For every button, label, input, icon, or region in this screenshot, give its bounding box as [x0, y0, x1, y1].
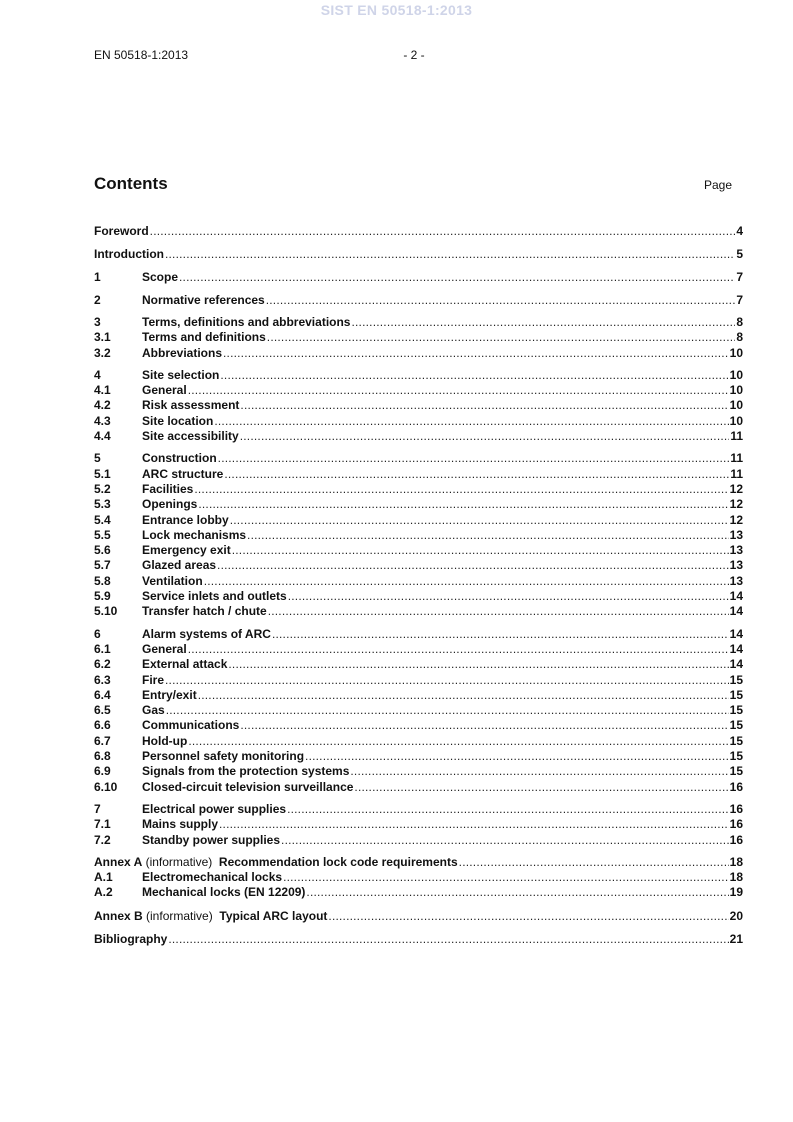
toc-page: 14: [729, 641, 743, 656]
toc-number: 5.2: [94, 481, 111, 496]
toc-entry-7[interactable]: [94, 802, 743, 817]
toc-number: 5.5: [94, 527, 111, 542]
toc-page: 16: [729, 832, 743, 847]
toc-page: 15: [729, 764, 743, 779]
toc-label: Electromechanical locks: [142, 870, 283, 885]
header-page-number: - 2 -: [403, 48, 425, 62]
toc-page: 18: [729, 870, 743, 885]
toc-number: 5: [94, 451, 101, 466]
toc-entry-5-4[interactable]: [94, 513, 743, 528]
toc-entry-a-1[interactable]: [94, 870, 743, 885]
toc-entry-4-1[interactable]: [94, 383, 743, 398]
toc-entry-7-1[interactable]: [94, 817, 743, 832]
toc-page: 5: [736, 247, 743, 261]
toc-number: 6.4: [94, 687, 111, 702]
toc-number: 3.1: [94, 330, 111, 345]
toc-label: Fire: [142, 672, 165, 687]
toc-page: 10: [729, 383, 743, 398]
toc-number: 4: [94, 367, 101, 382]
toc-page: 8: [736, 330, 743, 345]
toc-page: 10: [729, 345, 743, 360]
annex-prefix: Annex B: [94, 908, 143, 923]
toc-number: 3.2: [94, 345, 111, 360]
toc-label: Mechanical locks (EN 12209): [142, 885, 306, 900]
toc-number: 4.2: [94, 398, 111, 413]
toc-entry-2[interactable]: [94, 292, 743, 308]
toc-page: 13: [729, 558, 743, 573]
toc-label: Facilities: [142, 481, 194, 496]
annex-prefix: Annex A: [94, 854, 143, 869]
toc-number: 6.7: [94, 733, 111, 748]
toc-label: Lock mechanisms: [142, 527, 247, 542]
toc-number: 5.9: [94, 589, 111, 604]
annex-title: Recommendation lock code requirements: [218, 854, 458, 869]
toc-entry-6-5[interactable]: [94, 703, 743, 718]
toc-label: Transfer hatch / chute: [142, 604, 267, 619]
toc-page: 15: [729, 687, 743, 702]
toc-number: 6.9: [94, 764, 111, 779]
toc-entry-annex-a[interactable]: [94, 855, 743, 870]
toc-label: Scope: [142, 270, 179, 284]
toc-entry-3-1[interactable]: [94, 330, 743, 345]
toc-page: 18: [729, 854, 743, 869]
toc-entry-6-1[interactable]: [94, 642, 743, 657]
toc-page: 10: [729, 367, 743, 382]
toc-number: 6.3: [94, 672, 111, 687]
toc-number: 5.6: [94, 543, 111, 558]
toc-entry-4-2[interactable]: [94, 398, 743, 413]
toc-label: Glazed areas: [142, 558, 217, 573]
toc-number: 5.4: [94, 512, 111, 527]
toc-page: 14: [729, 589, 743, 604]
toc-label: Closed-circuit television surveillance: [142, 779, 354, 794]
toc-number: 6.6: [94, 718, 111, 733]
table-of-contents: [94, 223, 743, 954]
toc-entry-6-10[interactable]: [94, 780, 743, 795]
toc-page: 16: [729, 801, 743, 816]
toc-label: Site selection: [142, 367, 220, 382]
toc-entry-foreword[interactable]: [94, 223, 743, 239]
toc-page: 16: [729, 779, 743, 794]
toc-number: 2: [94, 293, 101, 307]
watermark: SIST EN 50518-1:2013: [320, 2, 473, 18]
toc-label: External attack: [142, 657, 228, 672]
toc-page: 13: [729, 573, 743, 588]
toc-page: 15: [729, 733, 743, 748]
toc-entry-7-2[interactable]: [94, 833, 743, 848]
toc-entry-4-3[interactable]: [94, 414, 743, 429]
toc-label: Terms and definitions: [142, 330, 266, 345]
toc-label: Entrance lobby: [142, 512, 229, 527]
toc-entry-5-5[interactable]: [94, 528, 743, 543]
toc-label: Emergency exit: [142, 543, 231, 558]
toc-page: 14: [729, 604, 743, 619]
toc-entry-6[interactable]: [94, 627, 743, 642]
toc-label: General: [142, 641, 187, 656]
toc-entry-1[interactable]: [94, 269, 743, 285]
toc-number: 5.10: [94, 604, 118, 619]
toc-label: ARC structure: [142, 466, 224, 481]
toc-entry-5-6[interactable]: [94, 543, 743, 558]
toc-page: 15: [729, 703, 743, 718]
toc-page: 12: [729, 512, 743, 527]
toc-entry-5-9[interactable]: [94, 589, 743, 604]
annex-qualifier: (informative): [142, 854, 219, 869]
toc-label: Signals from the protection systems: [142, 764, 350, 779]
toc-label: Site location: [142, 413, 214, 428]
toc-number: 5.3: [94, 497, 111, 512]
toc-number: 4.3: [94, 413, 111, 428]
toc-number: 6.1: [94, 641, 111, 656]
toc-number: 3: [94, 315, 101, 329]
toc-page: 11: [730, 429, 743, 444]
toc-label: Site accessibility: [142, 429, 239, 444]
toc-entry-5-2[interactable]: [94, 482, 743, 497]
toc-label: Alarm systems of ARC: [142, 626, 271, 641]
toc-number: 6: [94, 626, 101, 641]
toc-label: Openings: [142, 497, 198, 512]
toc-page: 16: [729, 817, 743, 832]
annex-qualifier: (informative): [142, 908, 220, 923]
toc-label: Hold-up: [142, 733, 188, 748]
toc-entry-annex-b[interactable]: [94, 908, 743, 924]
toc-label: Ventilation: [142, 573, 203, 588]
toc-label: Bibliography: [94, 931, 168, 946]
toc-label: Gas: [142, 703, 165, 718]
toc-entry-4-4[interactable]: [94, 429, 743, 444]
toc-label: Introduction: [94, 247, 164, 261]
toc-page: 14: [729, 626, 743, 641]
toc-label: Mains supply: [142, 817, 219, 832]
toc-page: 15: [729, 718, 743, 733]
toc-page: 11: [730, 466, 743, 481]
toc-entry-6-3[interactable]: [94, 673, 743, 688]
toc-label: Abbreviations: [142, 345, 223, 360]
toc-entry-6-4[interactable]: [94, 688, 743, 703]
toc-entry-6-9[interactable]: [94, 764, 743, 779]
toc-number: 1: [94, 270, 101, 284]
toc-entry-5-8[interactable]: [94, 574, 743, 589]
toc-label: Construction: [142, 451, 217, 466]
page-column-label: Page: [704, 178, 733, 192]
toc-label: Foreword: [94, 224, 149, 238]
toc-entry-6-2[interactable]: [94, 657, 743, 672]
toc-number: 5.8: [94, 573, 111, 588]
toc-page: 7: [736, 293, 743, 307]
toc-number: 4.1: [94, 383, 111, 398]
toc-number: 7.1: [94, 817, 111, 832]
toc-entry-a-2[interactable]: [94, 885, 743, 900]
toc-entry-5-10[interactable]: [94, 604, 743, 619]
toc-page: 12: [729, 497, 743, 512]
toc-number: A.1: [94, 870, 113, 885]
toc-page: 21: [729, 931, 743, 946]
toc-number: 5.1: [94, 466, 111, 481]
toc-page: 12: [729, 481, 743, 496]
toc-page: 10: [729, 398, 743, 413]
annex-title: Typical ARC layout: [219, 908, 328, 923]
toc-entry-6-8[interactable]: [94, 749, 743, 764]
toc-entry-bibliography[interactable]: [94, 931, 743, 947]
toc-number: A.2: [94, 885, 113, 900]
toc-page: 8: [736, 315, 743, 329]
toc-entry-3[interactable]: [94, 315, 743, 330]
toc-entry-5-7[interactable]: [94, 558, 743, 573]
toc-number: 7.2: [94, 832, 111, 847]
toc-label: Risk assessment: [142, 398, 240, 413]
contents-title: Contents: [94, 174, 168, 193]
toc-page: 20: [729, 908, 743, 923]
toc-entry-introduction[interactable]: [94, 246, 743, 262]
toc-entry-6-7[interactable]: [94, 734, 743, 749]
toc-number: 6.10: [94, 779, 118, 794]
toc-entry-6-6[interactable]: [94, 718, 743, 733]
toc-label: General: [142, 383, 187, 398]
toc-label: Terms, definitions and abbreviations: [142, 315, 351, 329]
toc-number: 6.8: [94, 749, 111, 764]
toc-label: Standby power supplies: [142, 832, 281, 847]
toc-number: 6.2: [94, 657, 111, 672]
toc-label: Normative references: [142, 293, 265, 307]
toc-page: 14: [729, 657, 743, 672]
toc-number: 5.7: [94, 558, 111, 573]
toc-label: [94, 908, 327, 924]
toc-page: 10: [729, 413, 743, 428]
toc-page: 7: [736, 270, 743, 284]
toc-number: 6.5: [94, 703, 111, 718]
toc-entry-5-1[interactable]: [94, 467, 743, 482]
toc-entry-5-3[interactable]: [94, 497, 743, 512]
toc-number: 7: [94, 801, 101, 816]
toc-label: [94, 855, 458, 870]
toc-label: Communications: [142, 718, 240, 733]
toc-page: 13: [729, 527, 743, 542]
toc-label: Personnel safety monitoring: [142, 749, 305, 764]
toc-number: 4.4: [94, 429, 111, 444]
header-doc-id: EN 50518-1:2013: [94, 48, 189, 62]
toc-entry-5[interactable]: [94, 451, 743, 466]
toc-label: Service inlets and outlets: [142, 589, 287, 604]
toc-page: 15: [729, 749, 743, 764]
toc-entry-3-2[interactable]: [94, 346, 743, 361]
toc-entry-4[interactable]: [94, 368, 743, 383]
toc-page: 4: [736, 224, 743, 238]
toc-page: 13: [729, 543, 743, 558]
toc-page: 11: [730, 451, 743, 466]
toc-label: Electrical power supplies: [142, 801, 287, 816]
toc-page: 19: [729, 885, 743, 900]
toc-page: 15: [729, 672, 743, 687]
toc-label: Entry/exit: [142, 687, 197, 702]
